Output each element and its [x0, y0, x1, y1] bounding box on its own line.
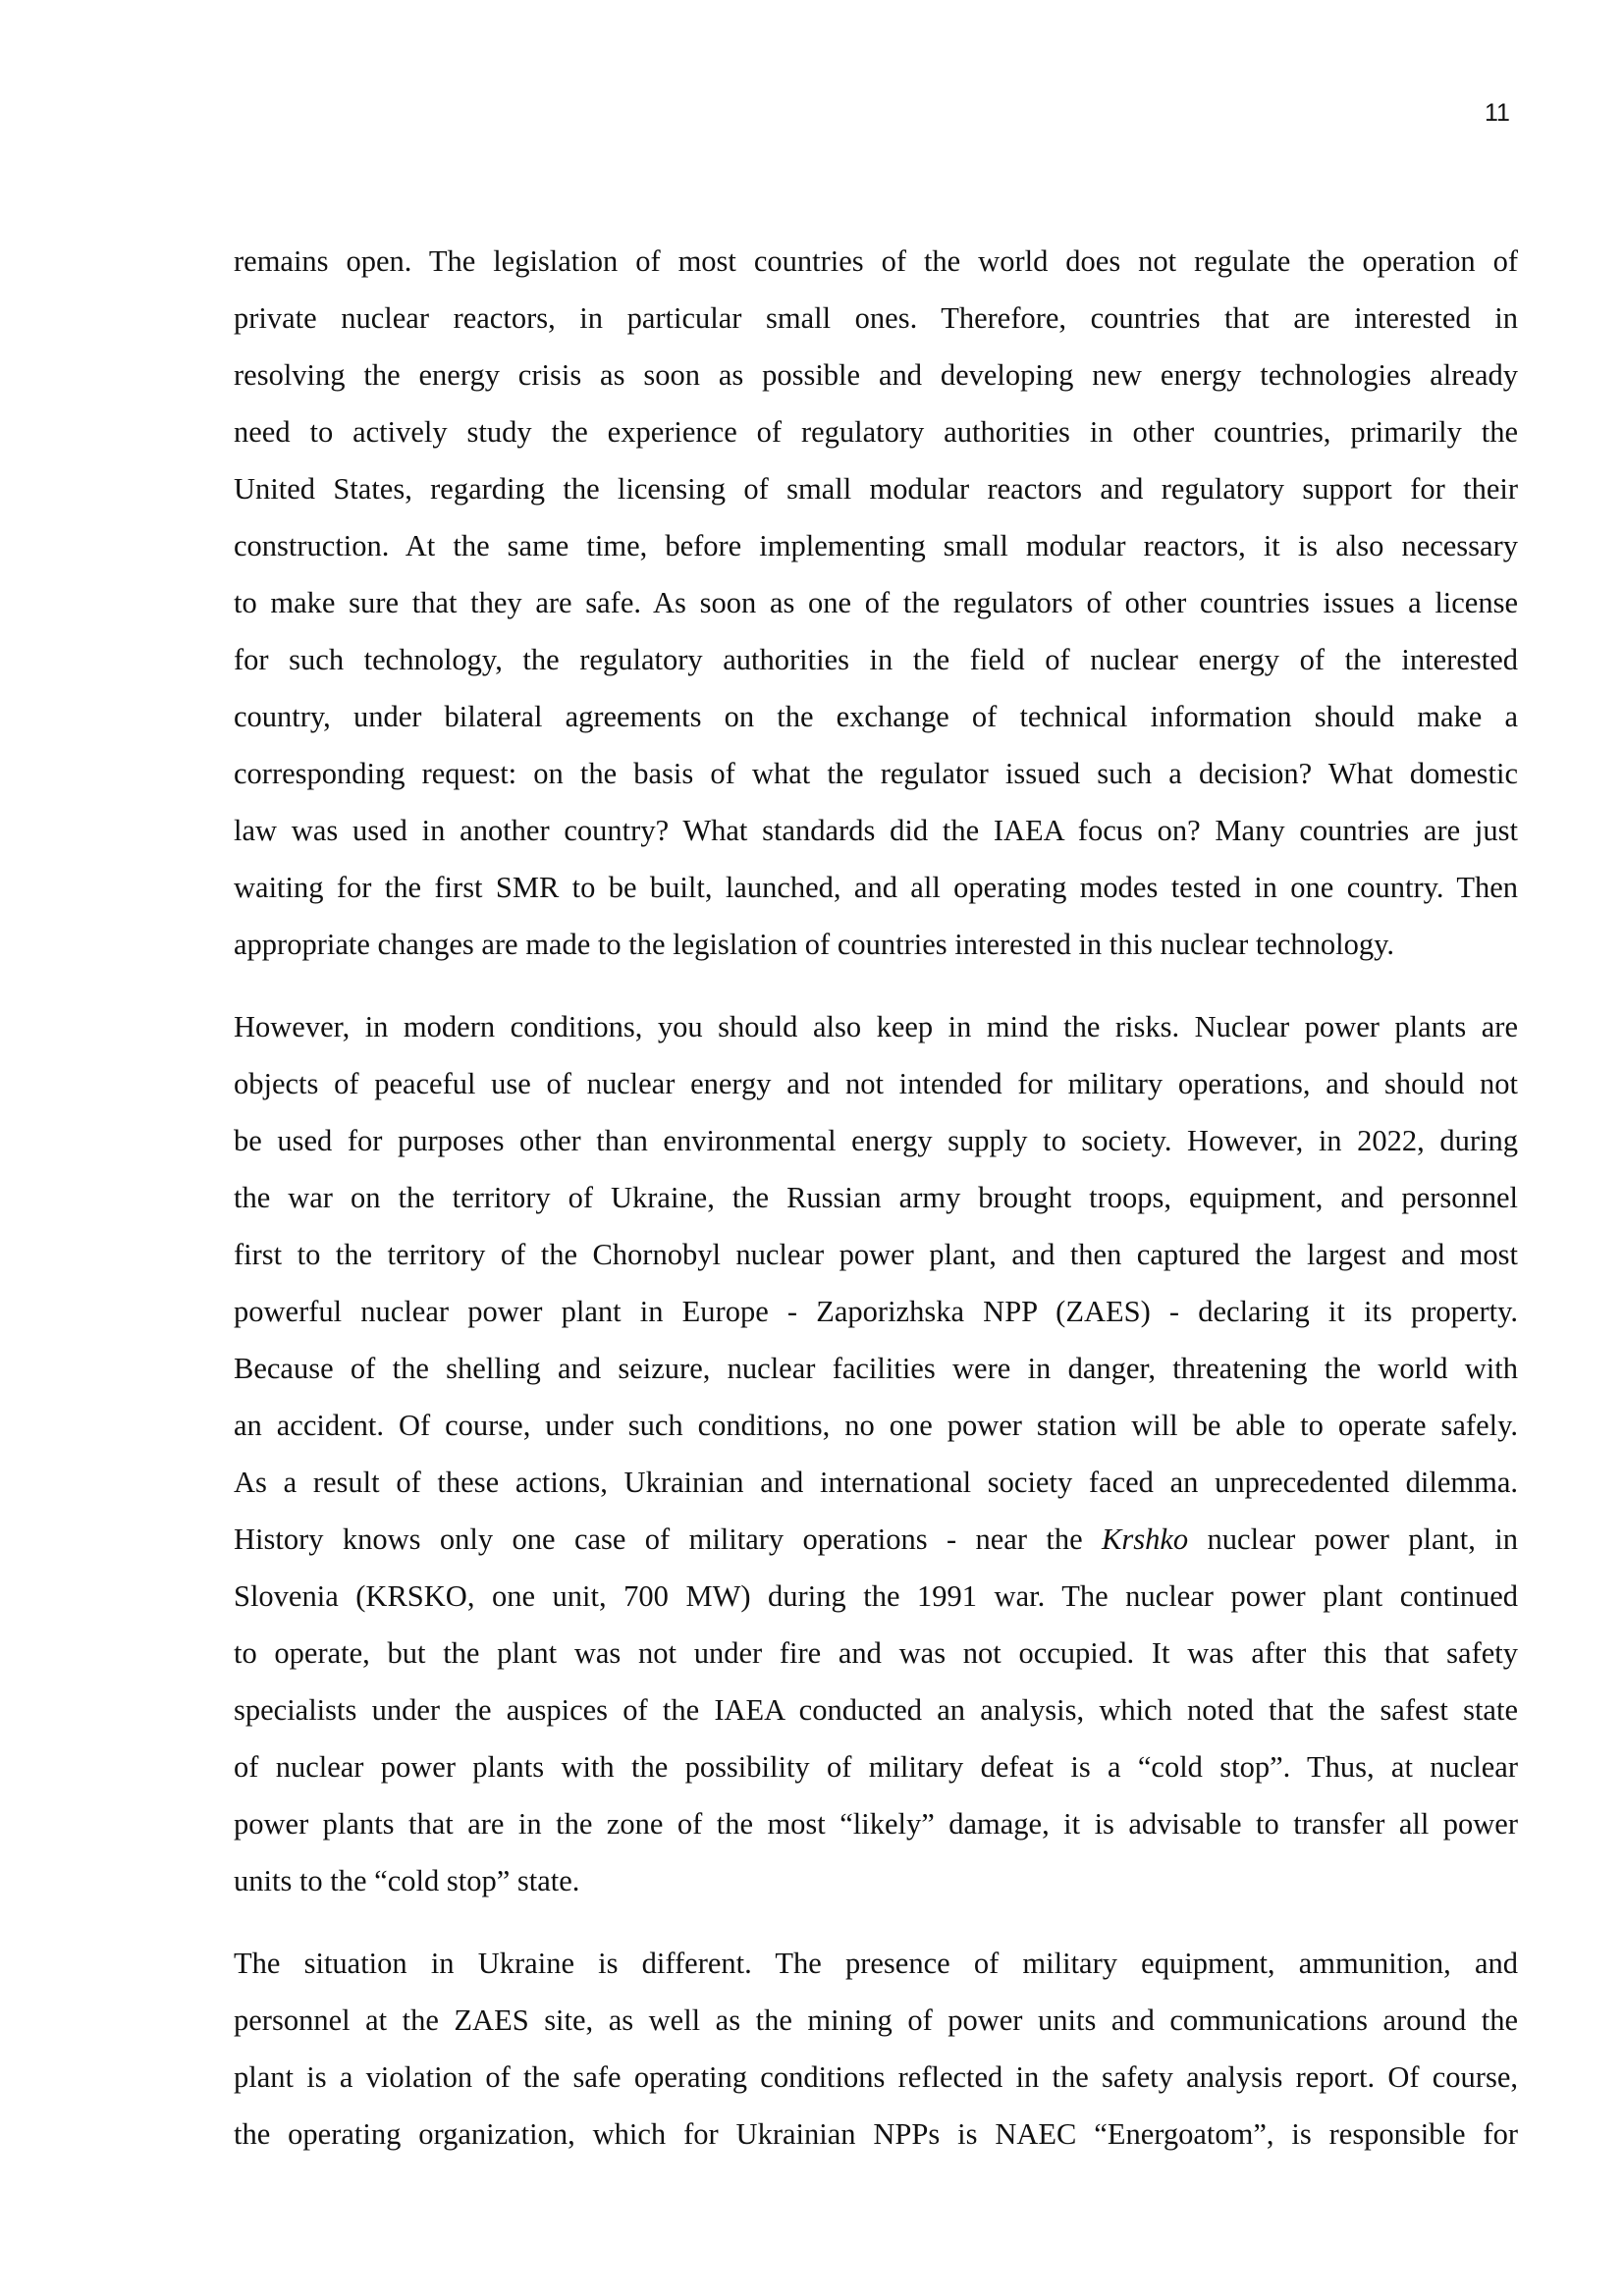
text-line: waiting for the first SMR to be built, launched, and all operating modes tested in one country. Then [234, 871, 1518, 904]
text-line: the operating organization, which for Ukrainian NPPs is NAEC “Energoatom”, is responsible for [234, 2117, 1518, 2151]
paragraph-3 [234, 1935, 1518, 2163]
text-line: United States, regarding the licensing of small modular reactors and regulatory support for their [234, 472, 1518, 506]
text-fragment: History knows only one case of military operations - near the [234, 1522, 1103, 1556]
text-line: be used for purposes other than environmental energy supply to society. However, in 2022, during [234, 1124, 1518, 1157]
text-line: personnel at the ZAES site, as well as the mining of power units and communications around the [234, 2003, 1518, 2037]
text-line: power plants that are in the zone of the most “likely” damage, it is advisable to transfer all power [234, 1807, 1518, 1841]
text-line: However, in modern conditions, you should also keep in mind the risks. Nuclear power plants are [234, 1010, 1518, 1043]
text-line: appropriate changes are made to the legislation of countries interested in this nuclear technology. [234, 928, 1395, 961]
text-line: Slovenia (KRSKO, one unit, 700 MW) during the 1991 war. The nuclear power plant continued [234, 1579, 1518, 1613]
page-number: 11 [1485, 99, 1510, 127]
text-line: objects of peaceful use of nuclear energy and not intended for military operations, and should not [234, 1067, 1518, 1100]
text-line: for such technology, the regulatory authorities in the field of nuclear energy of the interested [234, 643, 1518, 676]
italic-place-name: Krshko [1102, 1522, 1189, 1556]
text-line-krshko [234, 1511, 1518, 1568]
text-line: resolving the energy crisis as soon as possible and developing new energy technologies already [234, 358, 1518, 392]
text-line: powerful nuclear power plant in Europe - Zaporizhska NPP (ZAES) - declaring it its property. [234, 1295, 1518, 1328]
text-line: to make sure that they are safe. As soon as one of the regulators of other countries issues a license [234, 586, 1518, 619]
body-text [234, 233, 1518, 2163]
text-line: Because of the shelling and seizure, nuclear facilities were in danger, threatening the world with [234, 1352, 1518, 1385]
text-line: units to the “cold stop” state. [234, 1864, 580, 1897]
text-fragment: nuclear power plant, in [1188, 1522, 1519, 1556]
paragraph-1 [234, 233, 1518, 973]
text-line: construction. At the same time, before implementing small modular reactors, it is also necessary [234, 529, 1518, 562]
text-line: of nuclear power plants with the possibility of military defeat is a “cold stop”. Thus, at nuclear [234, 1750, 1518, 1784]
text-line: corresponding request: on the basis of what the regulator issued such a decision? What domestic [234, 757, 1518, 790]
text-line: to operate, but the plant was not under fire and was not occupied. It was after this that safety [234, 1636, 1518, 1670]
text-line: As a result of these actions, Ukrainian and international society faced an unprecedented dilemma. [234, 1466, 1518, 1499]
text-line: an accident. Of course, under such conditions, no one power station will be able to operate safely. [234, 1409, 1518, 1442]
paragraph-2 [234, 998, 1518, 1909]
text-line: plant is a violation of the safe operating conditions reflected in the safety analysis report. Of course, [234, 2060, 1518, 2094]
text-line: remains open. The legislation of most countries of the world does not regulate the operation of [234, 244, 1518, 278]
text-line: first to the territory of the Chornobyl nuclear power plant, and then captured the largest and most [234, 1238, 1518, 1271]
text-line: private nuclear reactors, in particular small ones. Therefore, countries that are interested in [234, 301, 1518, 335]
text-line: specialists under the auspices of the IAEA conducted an analysis, which noted that the safest state [234, 1693, 1518, 1727]
text-line: country, under bilateral agreements on the exchange of technical information should make a [234, 700, 1518, 733]
text-line: need to actively study the experience of regulatory authorities in other countries, primarily the [234, 415, 1518, 449]
text-line: law was used in another country? What standards did the IAEA focus on? Many countries are just [234, 814, 1518, 847]
text-line: the war on the territory of Ukraine, the Russian army brought troops, equipment, and personnel [234, 1181, 1518, 1214]
text-line: The situation in Ukraine is different. The presence of military equipment, ammunition, and [234, 1947, 1518, 1980]
